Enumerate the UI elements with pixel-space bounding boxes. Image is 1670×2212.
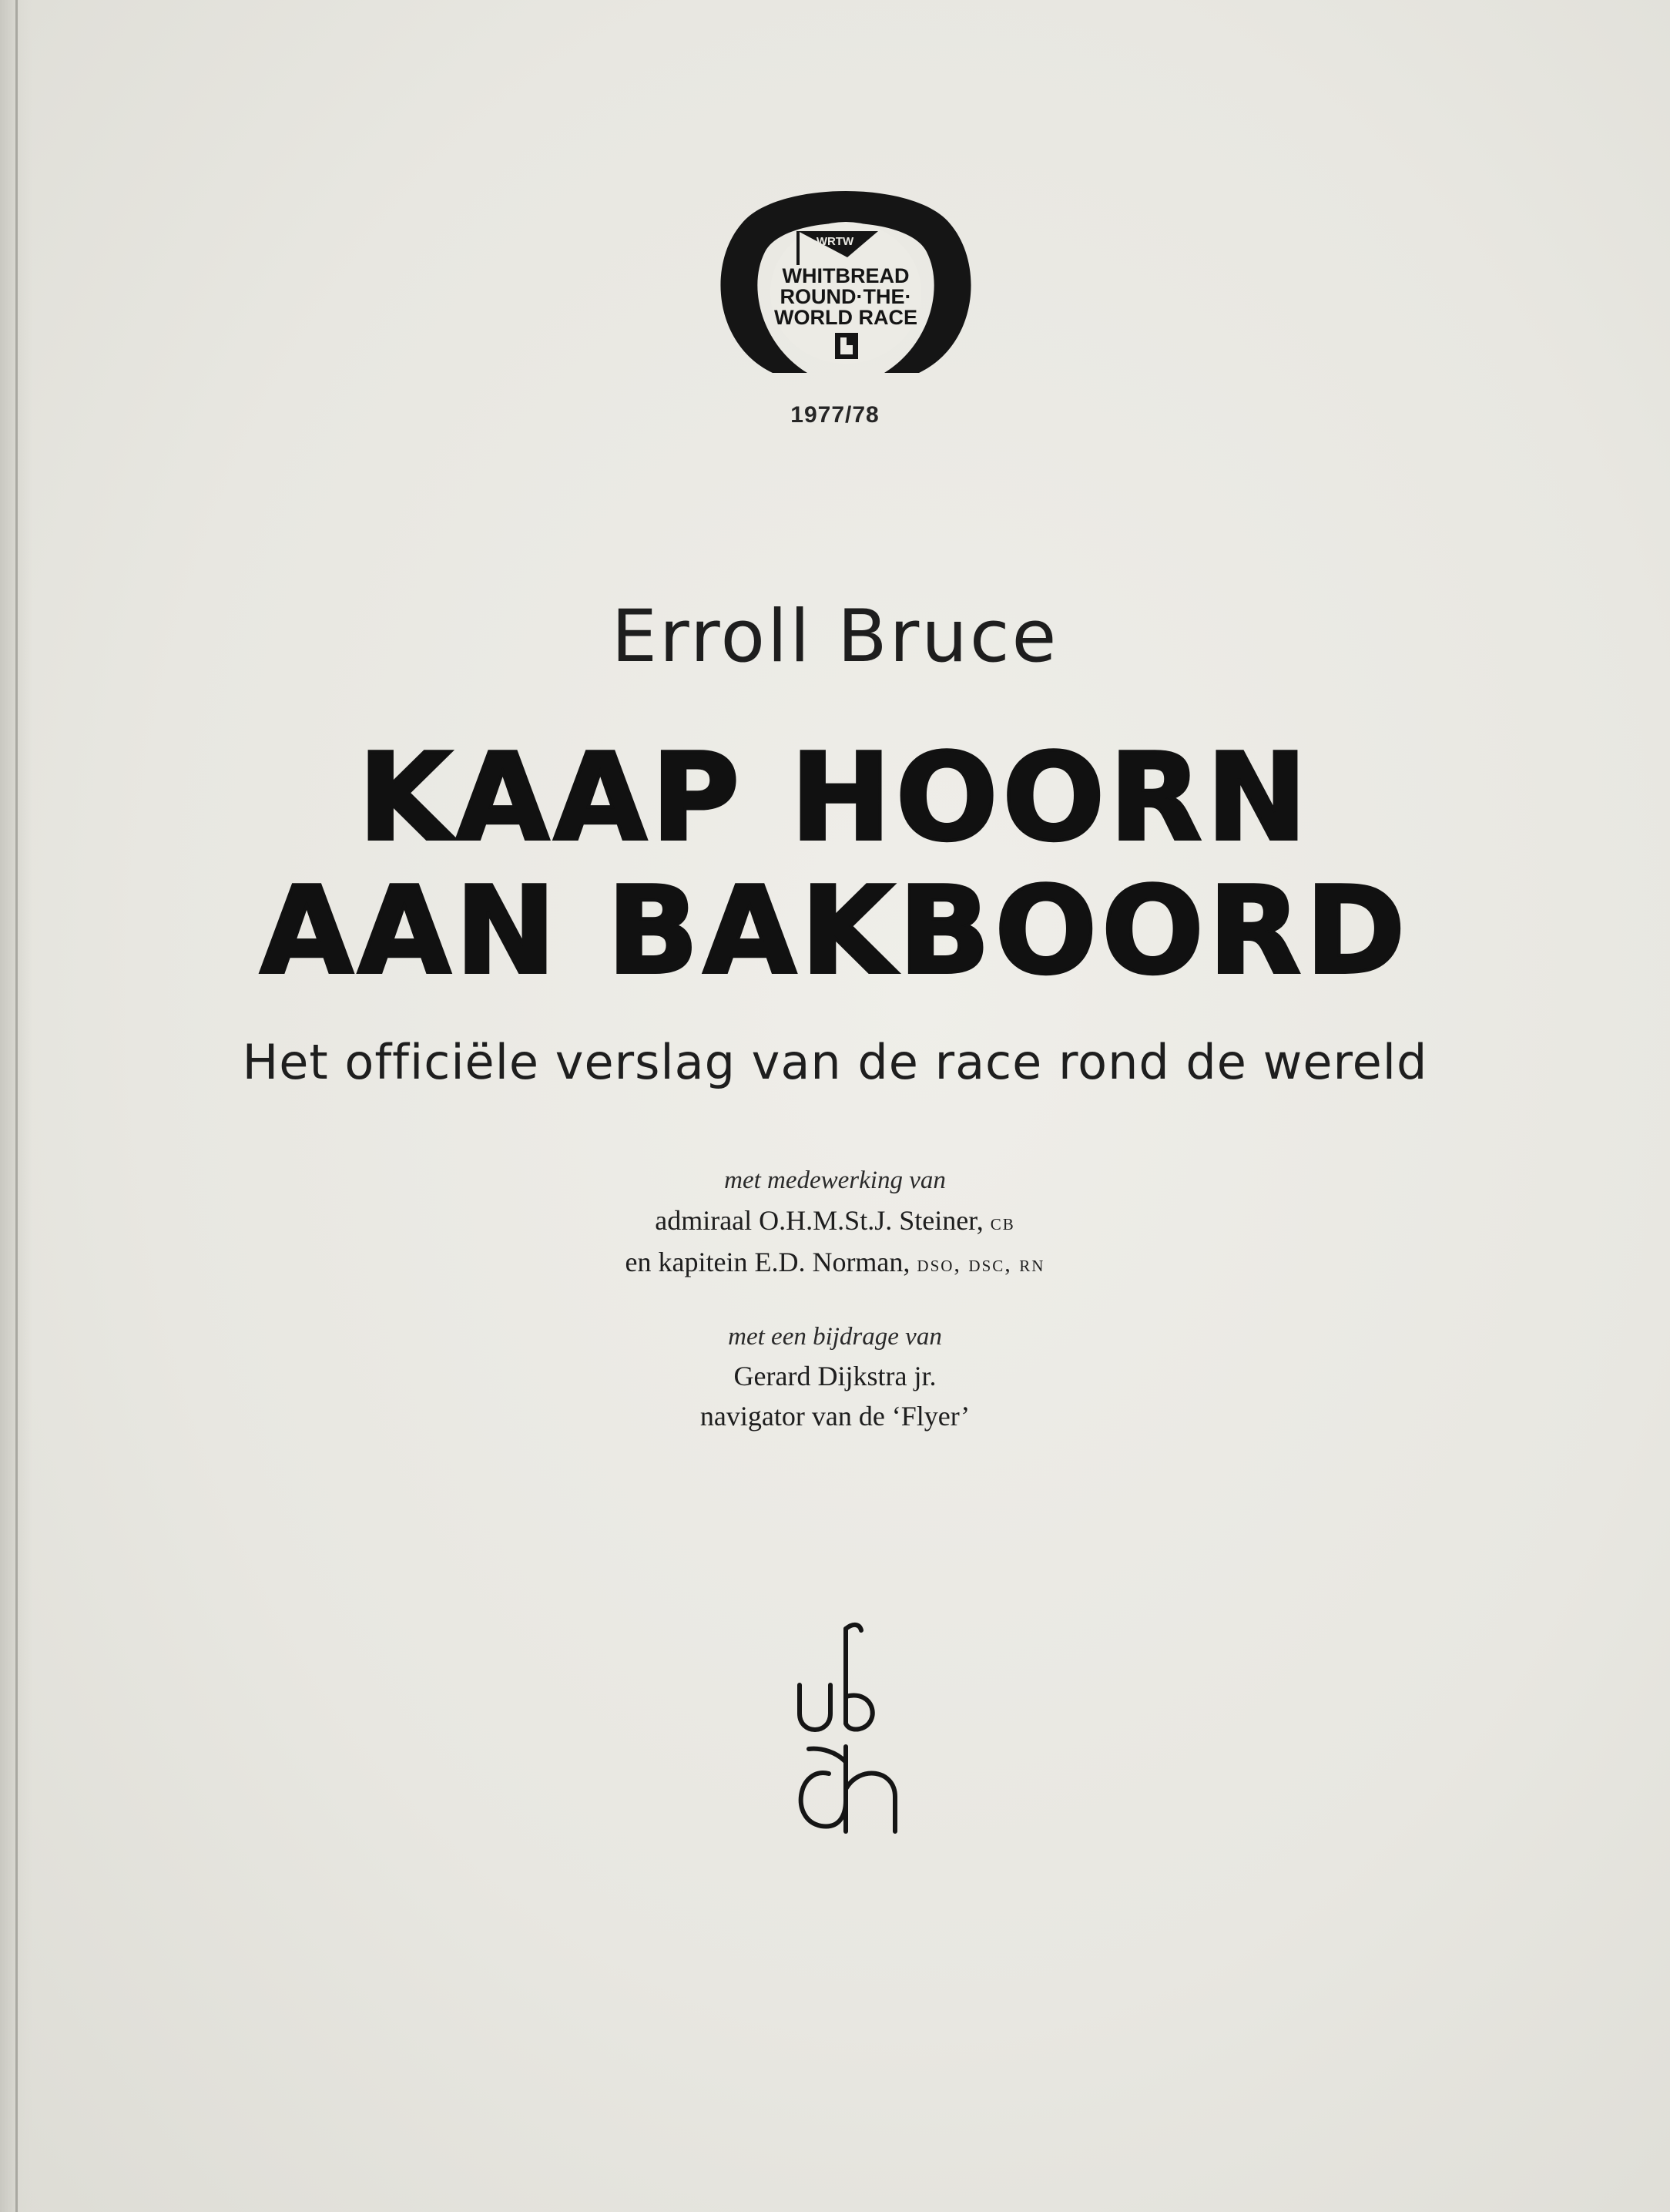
contribution-role: navigator van de ‘Flyer’ xyxy=(699,1401,971,1432)
logo-line-2: ROUND·THE· xyxy=(780,285,912,308)
pennant-text: WRTW xyxy=(816,235,854,248)
contribution-intro: met een bijdrage van xyxy=(728,1323,942,1351)
contributor-norman xyxy=(0,1246,1670,1278)
book-title-line-1: KAAP HOORN xyxy=(358,727,1312,868)
book-title-line-2: AAN BAKBOORD xyxy=(260,861,1410,1001)
contributor-steiner-honours: cb xyxy=(990,1210,1015,1235)
book-subtitle: Het officiële verslag van de race rond de wereld xyxy=(242,1034,1428,1090)
publisher-monogram-icon xyxy=(744,1612,929,1851)
contributor-steiner xyxy=(0,1204,1670,1237)
author-name: Erroll Bruce xyxy=(611,595,1059,679)
contributor-norman-name: en kapitein E.D. Norman, xyxy=(625,1247,910,1277)
edition-year: 1977/78 xyxy=(790,402,880,428)
contributors-intro: met medewerking van xyxy=(724,1166,946,1194)
spine-edge xyxy=(15,0,18,2212)
logo-line-1: WHITBREAD xyxy=(782,264,910,287)
contributor-steiner-name: admiraal O.H.M.St.J. Steiner, xyxy=(655,1205,984,1236)
contributor-norman-honours: dso, dsc, rn xyxy=(917,1251,1045,1277)
whitbread-race-logo-icon xyxy=(699,171,992,379)
logo-line-3: WORLD RACE xyxy=(774,306,917,329)
contribution-name: Gerard Dijkstra jr. xyxy=(733,1361,937,1391)
